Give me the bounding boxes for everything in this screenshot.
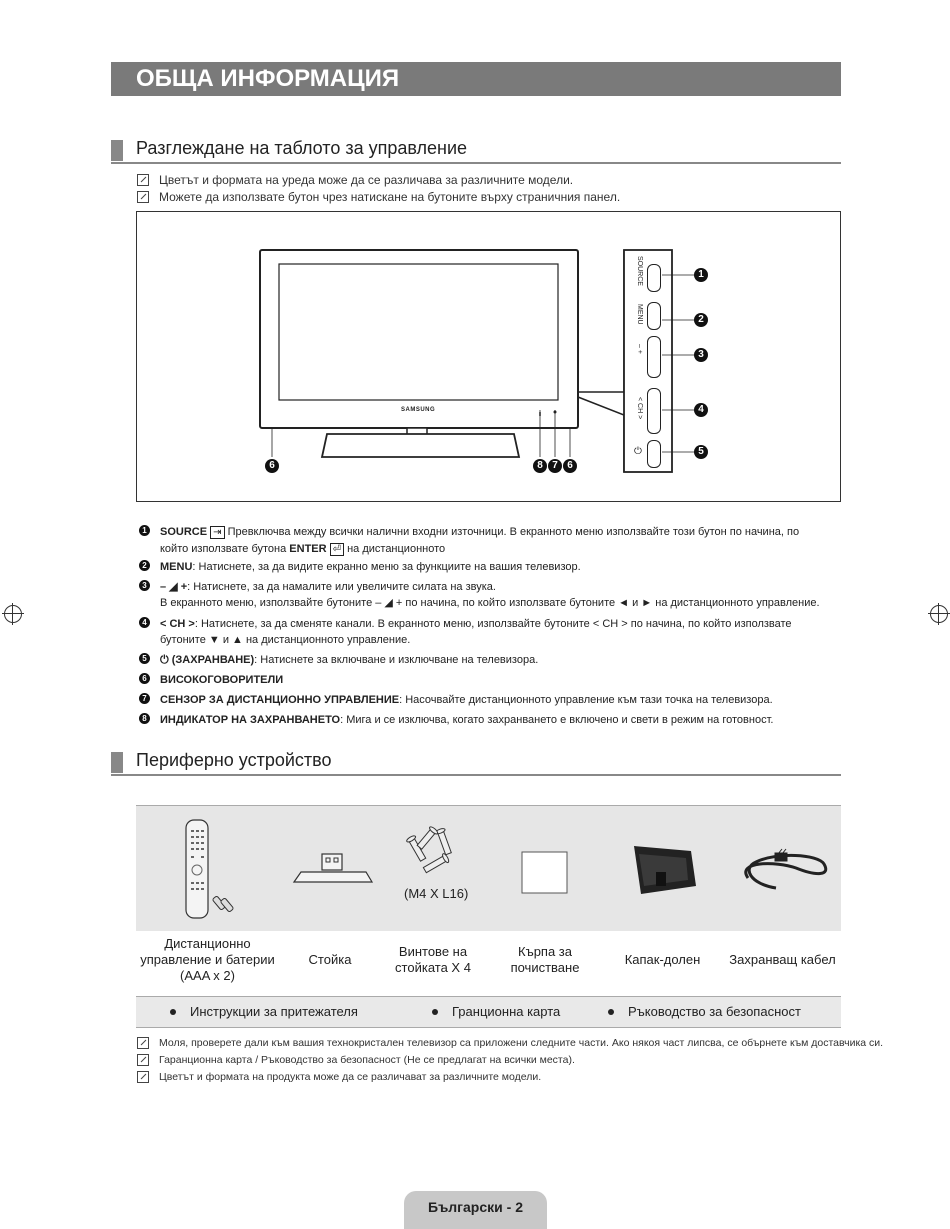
callout-8: 8 — [533, 459, 547, 473]
item-desc: : Натиснете, за да сменяте канали. В екранното меню, използвайте бутоните < CH > по начина, по който използвате бутоните ▼ и ▲ на дистанционното управление. — [160, 618, 792, 646]
list-item — [139, 712, 829, 728]
section-title: Периферно устройство — [136, 750, 332, 770]
item-term: SOURCE — [160, 526, 208, 538]
stand-icon — [294, 854, 372, 882]
note-text: Цветът и формата на продукта може да се различават за различните модели. — [159, 1071, 542, 1083]
item-term: – ◢ + — [160, 581, 188, 593]
bullet — [432, 1009, 438, 1015]
note-text: Можете да използвате бутон чрез натискане на бутоните върху страничния панел. — [159, 190, 621, 204]
note-icon — [137, 174, 149, 186]
item-term: ИНДИКАТОР НА ЗАХРАНВАНЕТО — [160, 714, 341, 726]
callout-2: 2 — [694, 313, 708, 327]
section-title: Разглеждане на таблото за управление — [136, 138, 468, 158]
list-item — [139, 559, 829, 575]
section-marker — [111, 752, 123, 773]
item-desc: Превключва между всички налични входни източници. В екранното меню използвайте този бутон по начина, по който използвате бутона — [160, 526, 800, 555]
section-heading-accessories — [111, 750, 841, 776]
note — [137, 1054, 575, 1066]
menu-button[interactable] — [647, 302, 661, 330]
item-term: ⏻ (ЗАХРАНВАНЕ) — [160, 654, 255, 666]
section-heading-control-panel — [111, 138, 841, 164]
source-icon: ⇥ — [210, 526, 224, 539]
note — [137, 1037, 883, 1049]
list-number: 2 — [139, 560, 150, 571]
callout-1: 1 — [694, 268, 708, 282]
channel-button[interactable] — [647, 388, 661, 434]
remote-control-icon — [186, 820, 234, 918]
side-label-volume: – + — [636, 344, 643, 354]
page-title-bar — [111, 62, 841, 96]
list-number: 5 — [139, 653, 150, 664]
page-title: ОБЩА ИНФОРМАЦИЯ — [136, 65, 400, 92]
item-term: СЕНЗОР ЗА ДИСТАНЦИОННО УПРАВЛЕНИЕ — [160, 694, 400, 706]
list-item — [139, 692, 829, 708]
accessory-label: Капак-долен — [624, 952, 701, 967]
side-label-source: SOURCE — [636, 256, 643, 286]
registration-mark-left — [4, 605, 22, 623]
item-desc: : Натиснете, за да видите екранно меню за функциите на вашия телевизор. — [192, 561, 581, 573]
list-number: 7 — [139, 693, 150, 704]
cover-bottom-icon — [634, 846, 696, 894]
item-term-2: ENTER — [289, 543, 327, 555]
side-label-channel: < CH > — [636, 397, 643, 420]
list-number: 3 — [139, 580, 150, 591]
note-text: Гаранционна карта / Ръководство за безопасност (Не се предлагат на всички места). — [159, 1054, 575, 1066]
power-cable-icon — [746, 849, 826, 888]
volume-button[interactable] — [647, 336, 661, 378]
accessory-label: Винтове на стойката X 4 — [395, 944, 471, 975]
note-icon — [137, 191, 149, 203]
power-button[interactable] — [647, 440, 661, 468]
note — [137, 190, 620, 204]
item-desc-line2: В екранното меню, използвайте бутоните – ◢ + по начина, по който използвате бутоните ◄ и ► на дистанционното управление. — [160, 597, 820, 609]
power-icon: ⏻ — [634, 446, 642, 457]
list-number: 4 — [139, 617, 150, 628]
accessory-label: Захранващ кабел — [729, 952, 836, 967]
bullet — [170, 1009, 176, 1015]
note — [137, 173, 573, 187]
item-desc-2: на дистанционното — [344, 543, 446, 555]
item-desc: : Мига и се изключва, когато захранването е включено и свети в режим на готовност. — [340, 714, 774, 726]
callout-6-right: 6 — [563, 459, 577, 473]
document-label: Инструкции за притежателя — [190, 1004, 358, 1019]
screw-size-caption: (M4 X L16) — [404, 886, 469, 901]
enter-icon: ⏎ — [330, 543, 344, 556]
list-item — [139, 616, 829, 648]
registration-mark-right — [930, 605, 948, 623]
note-icon — [137, 1071, 149, 1083]
document-label: Гранционна карта — [452, 1004, 561, 1019]
accessory-illustrations — [136, 806, 841, 931]
documents-row — [136, 996, 841, 1028]
item-term: MENU — [160, 561, 193, 573]
bullet — [608, 1009, 614, 1015]
note-text: Моля, проверете дали към вашия технокристален телевизор са приложени следните части. Ако някоя част липсва, се обърнете към доставчика си. — [159, 1037, 884, 1049]
list-item — [139, 652, 829, 668]
list-item — [139, 524, 829, 558]
note-icon — [137, 1054, 149, 1066]
accessory-label: Стойка — [308, 952, 352, 967]
section-marker — [111, 140, 123, 161]
item-term: ВИСОКОГОВОРИТЕЛИ — [160, 674, 284, 686]
callout-6-left: 6 — [265, 459, 279, 473]
item-desc: : Насочвайте дистанционното управление към тази точка на телевизора. — [399, 694, 773, 706]
document-label: Ръководство за безопасност — [628, 1004, 801, 1019]
accessory-label: Дистанционно управление и батерии (AAA x 2) — [140, 936, 275, 983]
item-desc: : Натиснете за включване и изключване на телевизора. — [254, 654, 539, 666]
document-item — [432, 1004, 560, 1019]
page-footer-tab — [404, 1191, 547, 1229]
accessories-panel — [136, 805, 841, 931]
list-number: 6 — [139, 673, 150, 684]
callout-3: 3 — [694, 348, 708, 362]
control-panel-diagram — [136, 211, 841, 502]
document-item — [608, 1004, 801, 1019]
note — [137, 1071, 541, 1083]
screws-icon — [406, 826, 453, 875]
list-number: 8 — [139, 713, 150, 724]
tv-brand-logo: SAMSUNG — [401, 407, 436, 413]
side-label-menu: MENU — [636, 304, 643, 325]
list-item — [139, 579, 829, 611]
page-number-label: Български - 2 — [428, 1199, 523, 1215]
callout-5: 5 — [694, 445, 708, 459]
list-item — [139, 672, 829, 688]
cleaning-cloth-icon — [522, 852, 567, 893]
note-icon — [137, 1037, 149, 1049]
note-text: Цветът и формата на уреда може да се различава за различните модели. — [159, 173, 574, 187]
list-number: 1 — [139, 525, 150, 536]
item-desc: : Натиснете, за да намалите или увеличите силата на звука. — [187, 581, 496, 593]
document-item — [170, 1004, 358, 1019]
tv-illustration — [137, 212, 840, 501]
callout-4: 4 — [694, 403, 708, 417]
callout-7: 7 — [548, 459, 562, 473]
item-term: < CH > — [160, 618, 195, 630]
source-button[interactable] — [647, 264, 661, 292]
accessory-label: Кърпа за почистване — [510, 944, 580, 975]
